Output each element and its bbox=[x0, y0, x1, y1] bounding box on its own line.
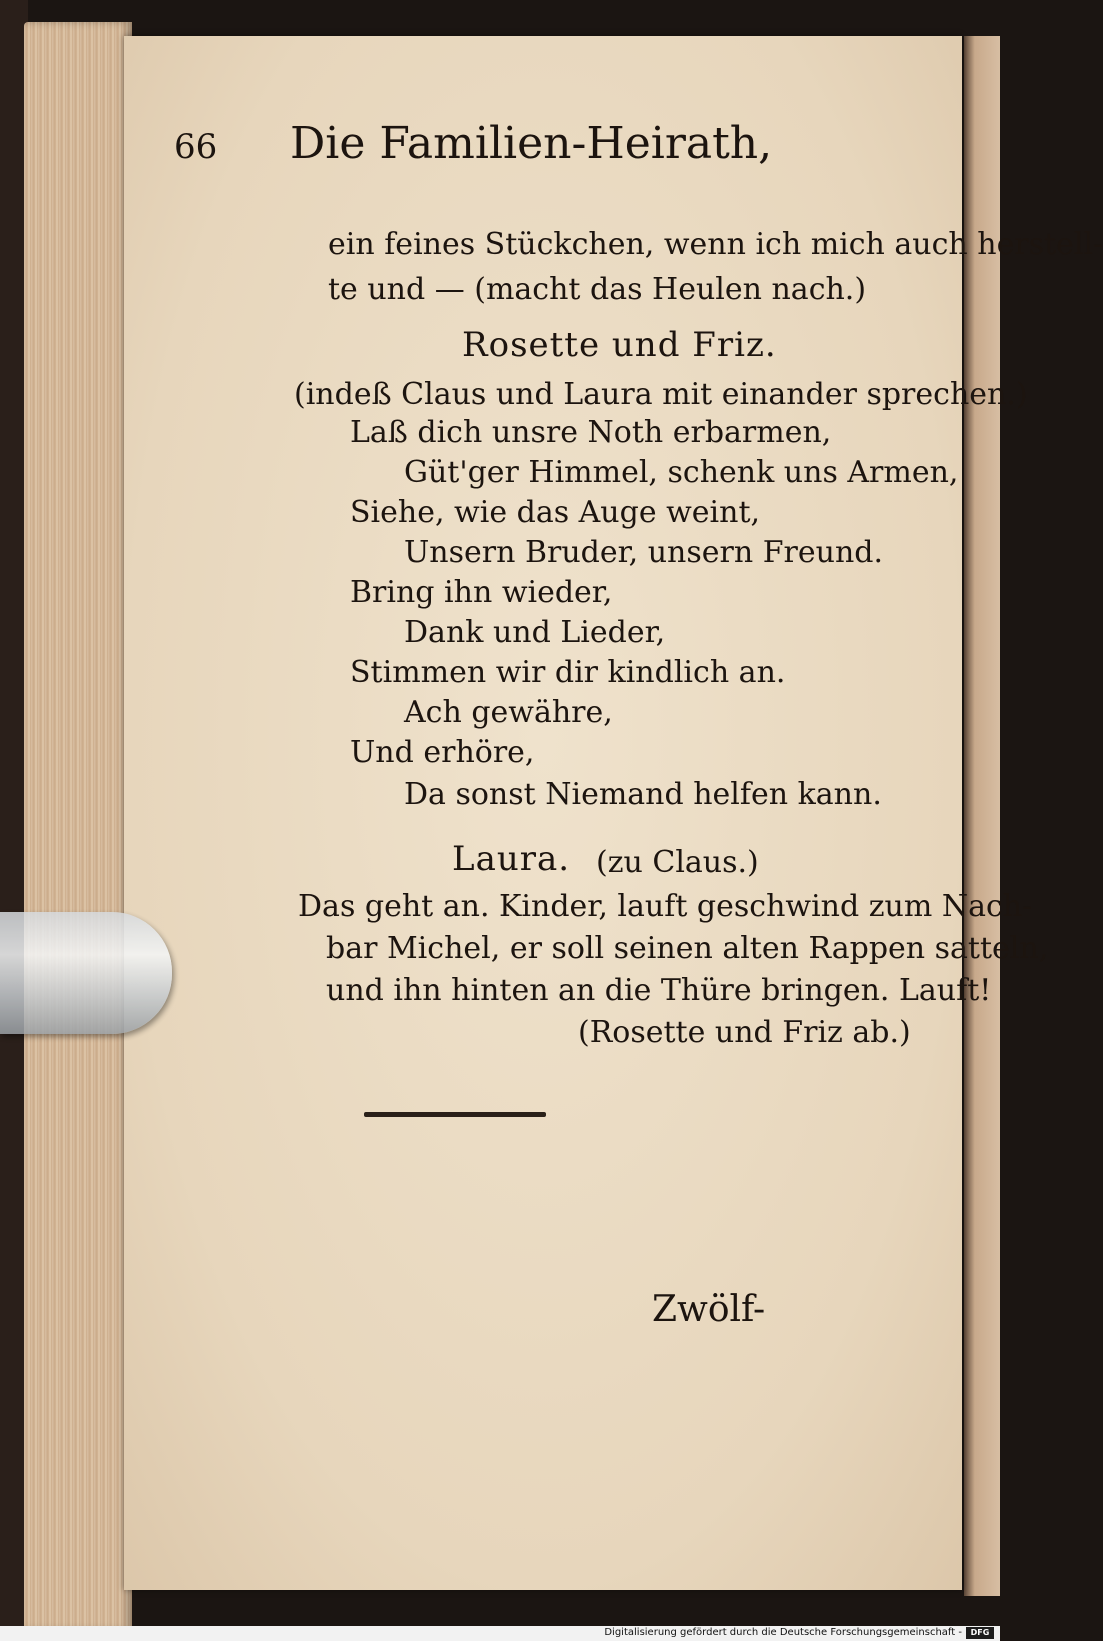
verse-line: Laß dich unsre Noth erbarmen, bbox=[350, 415, 832, 450]
exit-direction: (Rosette und Friz ab.) bbox=[578, 1015, 911, 1050]
footer-credit: Digitalisierung gefördert durch die Deutsche Forschungsgemeinschaft - bbox=[604, 1627, 962, 1638]
stage-direction: (indeß Claus und Laura mit einander sprechen.) bbox=[294, 377, 1028, 412]
catchword: Zwölf- bbox=[652, 1289, 766, 1330]
speaker-direction: (zu Claus.) bbox=[596, 845, 759, 880]
running-head: Die Familien-Heirath, bbox=[290, 118, 773, 169]
scene-heading: Rosette und Friz. bbox=[462, 325, 777, 365]
book-page bbox=[124, 36, 962, 1590]
speaker-name: Laura. bbox=[452, 839, 571, 879]
text-line-2: te und — (macht das Heulen nach.) bbox=[328, 272, 867, 307]
verse-line: Ach gewähre, bbox=[404, 695, 613, 730]
speech-line-1: Das geht an. Kinder, lauft geschwind zum Nach- bbox=[298, 889, 1033, 924]
speech-line-2: bar Michel, er soll seinen alten Rappen satteln, bbox=[326, 931, 1049, 966]
section-rule bbox=[364, 1112, 546, 1117]
page-number: 66 bbox=[174, 127, 218, 167]
page-edge-stack bbox=[24, 22, 132, 1630]
verse-line: Unsern Bruder, unsern Freund. bbox=[404, 535, 884, 570]
verse-line: Bring ihn wieder, bbox=[350, 575, 613, 610]
verse-line: Güt'ger Himmel, schenk uns Armen, bbox=[404, 455, 959, 490]
dfg-logo-icon: DFG bbox=[966, 1627, 994, 1639]
verse-line: Stimmen wir dir kindlich an. bbox=[350, 655, 786, 690]
page-holder-clip bbox=[0, 912, 172, 1034]
text-line-1: ein feines Stückchen, wenn ich mich auch herstell- bbox=[328, 227, 1103, 262]
speech-line-3: und ihn hinten an die Thüre bringen. Lauft! bbox=[326, 973, 992, 1008]
verse-line: Dank und Lieder, bbox=[404, 615, 666, 650]
verse-line: Siehe, wie das Auge weint, bbox=[350, 495, 761, 530]
verse-line: Da sonst Niemand helfen kann. bbox=[404, 777, 882, 812]
verse-line: Und erhöre, bbox=[350, 735, 535, 770]
next-page-edge bbox=[964, 36, 1000, 1596]
